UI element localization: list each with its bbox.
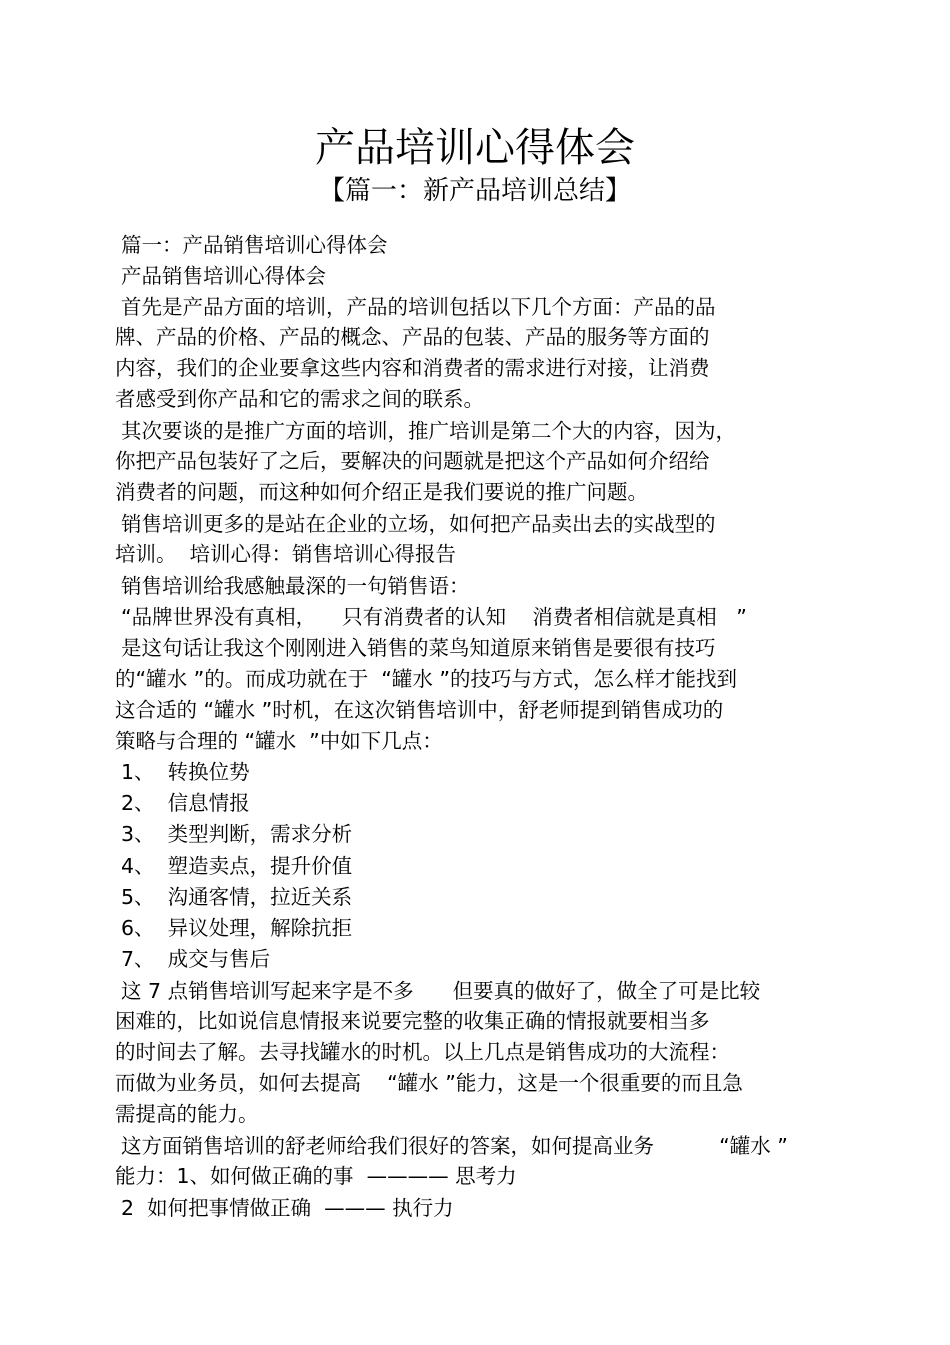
text-line: 消费者的问题，而这种如何介绍正是我们要说的推广问题。	[115, 480, 648, 504]
text-line: 的“罐水 ”的。而成功就在于 “罐水 ”的技巧与方式，怎么样才能找到	[115, 667, 738, 691]
text-line: 你把产品包装好了之后，要解决的问题就是把这个产品如何介绍给	[115, 449, 710, 473]
text-line: 困难的，比如说信息情报来说要完整的收集正确的情报就要相当多	[115, 1009, 710, 1033]
text-line: 首先是产品方面的培训，产品的培训包括以下几个方面：产品的品	[121, 295, 716, 319]
text-line: 产品销售培训心得体会	[121, 264, 326, 288]
text-line: 这方面销售培训的舒老师给我们很好的答案，如何提高业务 “罐水 ”	[121, 1134, 788, 1158]
list-item: 1、 转换位势	[121, 760, 250, 784]
list-item: 3、 类型判断，需求分析	[121, 822, 353, 846]
text-line: 内容，我们的企业要拿这些内容和消费者的需求进行对接，让消费	[115, 356, 710, 380]
text-line: 培训。 培训心得：销售培训心得报告	[115, 542, 457, 566]
text-line: 销售培训更多的是站在企业的立场，如何把产品卖出去的实战型的	[121, 512, 716, 536]
list-item: 5、 沟通客情，拉近关系	[121, 885, 353, 909]
list-item: 7、 成交与售后	[121, 947, 271, 971]
list-item: 2、 信息情报	[121, 791, 250, 815]
text-line: 策略与合理的 “罐水 ”中如下几点：	[115, 729, 443, 753]
text-line: 这 7 点销售培训写起来字是不多 但要真的做好了，做全了可是比较	[121, 979, 761, 1003]
document-title: 产品培训心得体会	[315, 125, 635, 171]
text-line: 者感受到你产品和它的需求之间的联系。	[115, 387, 484, 411]
document-subtitle: 【篇一：新产品培训总结】	[318, 176, 631, 206]
text-line: 2 如何把事情做正确 ——— 执行力	[121, 1196, 454, 1220]
text-line: 这合适的 “罐水 ”时机，在这次销售培训中，舒老师提到销售成功的	[115, 698, 724, 722]
text-line: 能力：1、如何做正确的事 ———— 思考力	[115, 1164, 517, 1188]
text-line: 的时间去了解。去寻找罐水的时机。以上几点是销售成功的大流程：	[115, 1040, 730, 1064]
text-line: 而做为业务员，如何去提高 “罐水 ”能力，这是一个很重要的而且急	[115, 1071, 743, 1095]
text-line: 篇一：产品销售培训心得体会	[121, 233, 388, 257]
list-item: 6、 异议处理，解除抗拒	[121, 916, 353, 940]
text-line: 销售培训给我感触最深的一句销售语：	[121, 574, 470, 598]
text-line: 牌、产品的价格、产品的概念、产品的包装、产品的服务等方面的	[115, 325, 710, 349]
text-line: 需提高的能力。	[115, 1102, 259, 1126]
text-line: “品牌世界没有真相， 只有消费者的认知 消费者相信就是真相 ”	[121, 605, 747, 629]
text-line: 其次要谈的是推广方面的培训，推广培训是第二个大的内容，因为，	[121, 419, 736, 443]
text-line: 是这句话让我这个刚刚进入销售的菜鸟知道原来销售是要很有技巧	[121, 636, 716, 660]
list-item: 4、 塑造卖点，提升价值	[121, 854, 353, 878]
